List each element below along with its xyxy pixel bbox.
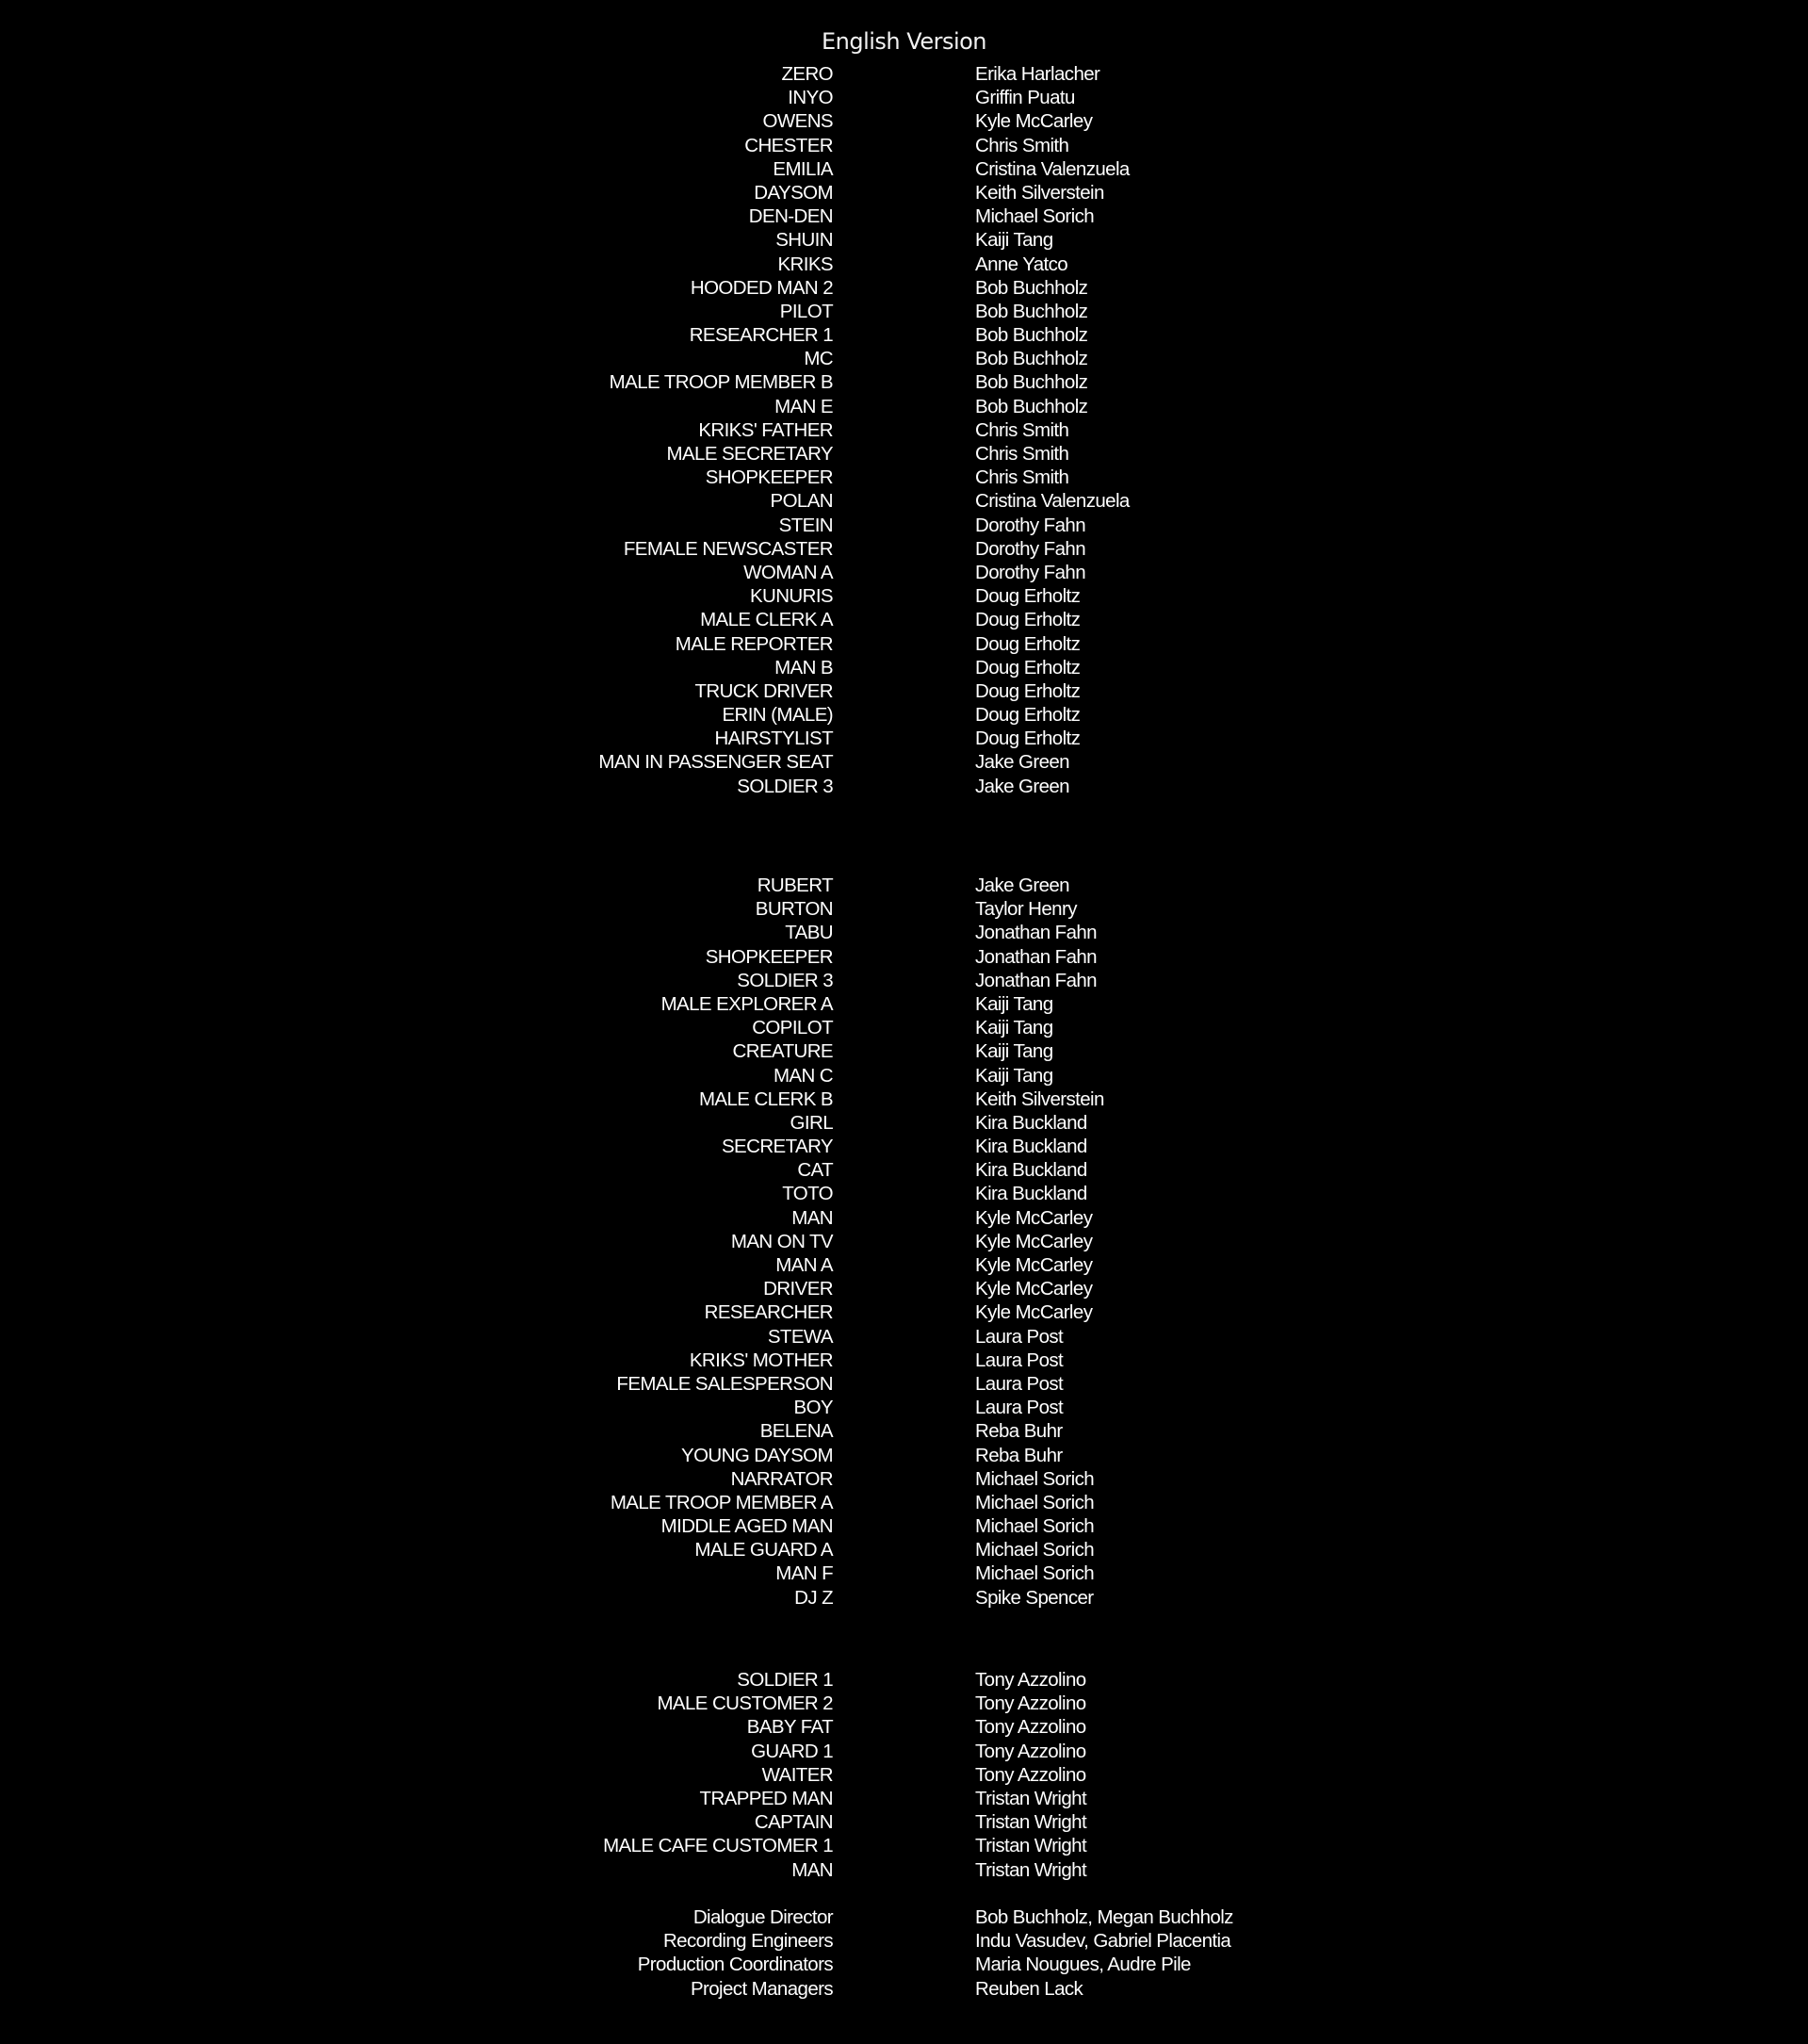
credit-row	[0, 656, 1808, 679]
credit-role: MAN C	[773, 1064, 833, 1087]
credit-row	[0, 1016, 1808, 1039]
credit-name: Cristina Valenzuela	[975, 157, 1130, 180]
credit-role: MALE SECRETARY	[666, 443, 833, 465]
credit-name: Keith Silverstein	[975, 181, 1104, 204]
credit-name: Kaiji Tang	[975, 1064, 1053, 1087]
credit-row	[0, 1586, 1808, 1610]
credit-row	[0, 1763, 1808, 1787]
credit-role: TRUCK DRIVER	[694, 679, 833, 702]
credit-name: Bob Buchholz	[975, 395, 1088, 417]
credit-role: YOUNG DAYSOM	[681, 1444, 833, 1466]
credit-row	[0, 1277, 1808, 1300]
credit-row	[0, 750, 1808, 774]
credit-row	[0, 1372, 1808, 1396]
credit-row	[0, 584, 1808, 608]
credit-row	[0, 945, 1808, 969]
credit-row	[0, 1206, 1808, 1230]
credit-role: WOMAN A	[743, 561, 833, 583]
credit-role: KRIKS	[777, 253, 833, 275]
credit-row	[0, 1064, 1808, 1087]
credit-row	[0, 1325, 1808, 1349]
credit-role: KRIKS' FATHER	[698, 418, 833, 441]
credit-name: Bob Buchholz	[975, 371, 1088, 394]
credit-role: MAN F	[775, 1562, 833, 1585]
credit-role: CAT	[797, 1159, 833, 1182]
credit-name: Tony Azzolino	[975, 1716, 1086, 1739]
credit-row	[0, 1300, 1808, 1324]
credit-row	[0, 86, 1808, 109]
credit-role: RESEARCHER	[704, 1301, 833, 1324]
credit-role: GUARD 1	[751, 1740, 833, 1762]
credit-role: POLAN	[770, 490, 833, 513]
credit-name: Kaiji Tang	[975, 229, 1053, 252]
credit-role: BABY FAT	[746, 1716, 833, 1739]
credit-role: SHOPKEEPER	[705, 466, 833, 489]
credit-name: Dorothy Fahn	[975, 537, 1086, 560]
credit-row	[0, 537, 1808, 561]
credit-name: Taylor Henry	[975, 898, 1077, 921]
credit-name: Kira Buckland	[975, 1183, 1087, 1205]
credit-row	[0, 204, 1808, 228]
credit-row	[0, 1514, 1808, 1538]
credit-name: Tony Azzolino	[975, 1740, 1086, 1762]
credit-role: FEMALE NEWSCASTER	[623, 537, 833, 560]
staff-section	[0, 1905, 1808, 2001]
credit-name: Jake Green	[975, 751, 1069, 774]
credit-name: Erika Harlacher	[975, 63, 1100, 85]
credit-row	[0, 1740, 1808, 1763]
credit-row	[0, 1467, 1808, 1491]
credit-role: DAYSOM	[754, 181, 833, 204]
credit-row	[0, 1182, 1808, 1205]
credit-row	[0, 1953, 1808, 1976]
cast-section-2	[0, 874, 1808, 1610]
credit-row	[0, 1491, 1808, 1514]
credit-role: MAN IN PASSENGER SEAT	[598, 751, 833, 774]
credit-role: SHOPKEEPER	[705, 945, 833, 968]
credit-row	[0, 228, 1808, 252]
credit-role: STEWA	[767, 1325, 833, 1348]
credit-row	[0, 418, 1808, 442]
credit-role: PILOT	[779, 300, 833, 322]
credit-row	[0, 632, 1808, 656]
credit-name: Doug Erholtz	[975, 632, 1081, 655]
credit-role: CHESTER	[744, 134, 833, 156]
credit-name: Chris Smith	[975, 418, 1069, 441]
credit-name: Doug Erholtz	[975, 609, 1081, 631]
credit-name: Chris Smith	[975, 134, 1069, 156]
credit-name: Kyle McCarley	[975, 1206, 1093, 1229]
credit-name: Spike Spencer	[975, 1586, 1094, 1609]
credit-row	[0, 1419, 1808, 1443]
credit-name: Kira Buckland	[975, 1159, 1087, 1182]
credit-name: Tristan Wright	[975, 1787, 1087, 1809]
credit-row	[0, 347, 1808, 370]
credit-role: RESEARCHER 1	[689, 324, 833, 347]
credit-row	[0, 466, 1808, 489]
credit-role: HAIRSTYLIST	[714, 728, 833, 750]
credit-name: Michael Sorich	[975, 1491, 1095, 1513]
credit-row	[0, 969, 1808, 992]
credit-row	[0, 253, 1808, 276]
credit-role: Recording Engineers	[662, 1930, 833, 1953]
credit-role: TRAPPED MAN	[699, 1787, 833, 1809]
credit-name: Laura Post	[975, 1325, 1064, 1348]
credit-name: Kira Buckland	[975, 1111, 1087, 1134]
credit-role: DRIVER	[763, 1278, 833, 1300]
credit-name: Maria Nougues, Audre Pile	[975, 1954, 1191, 1976]
credit-row	[0, 1787, 1808, 1810]
credit-name: Kyle McCarley	[975, 110, 1093, 133]
credit-role: RUBERT	[757, 875, 833, 896]
credit-role: MIDDLE AGED MAN	[660, 1515, 833, 1538]
credit-name: Michael Sorich	[975, 1539, 1095, 1562]
cast-section-1	[0, 62, 1808, 798]
cast-section-3	[0, 1668, 1808, 1882]
credit-role: WAITER	[761, 1763, 833, 1786]
credit-row	[0, 992, 1808, 1016]
credit-name: Jake Green	[975, 775, 1069, 797]
credit-row	[0, 897, 1808, 921]
credit-row	[0, 323, 1808, 347]
credit-row	[0, 157, 1808, 181]
credit-row	[0, 1977, 1808, 2001]
credit-role: SECRETARY	[721, 1136, 833, 1158]
credit-name: Bob Buchholz	[975, 300, 1088, 322]
credit-name: Kyle McCarley	[975, 1254, 1093, 1276]
credit-name: Griffin Puatu	[975, 87, 1075, 109]
credit-role: MALE TROOP MEMBER A	[610, 1491, 833, 1513]
credit-role: DJ Z	[794, 1586, 833, 1609]
credit-name: Reuben Lack	[975, 1977, 1083, 2000]
credit-role: MALE GUARD A	[694, 1539, 833, 1562]
credit-row	[0, 1692, 1808, 1715]
credit-row	[0, 679, 1808, 703]
credit-role: HOODED MAN 2	[690, 276, 833, 299]
credit-row	[0, 921, 1808, 944]
credit-row	[0, 703, 1808, 727]
credit-role: Project Managers	[690, 1977, 833, 2000]
credit-role: FEMALE SALESPERSON	[616, 1372, 833, 1395]
credit-role: INYO	[788, 87, 833, 109]
credit-name: Doug Erholtz	[975, 704, 1081, 727]
credit-name: Cristina Valenzuela	[975, 490, 1130, 513]
credit-name: Kaiji Tang	[975, 992, 1053, 1015]
credit-name: Indu Vasudev, Gabriel Placentia	[975, 1930, 1231, 1953]
credit-row	[0, 727, 1808, 750]
credit-role: Production Coordinators	[637, 1954, 833, 1976]
credit-role: MAN A	[775, 1254, 833, 1276]
credit-role: TABU	[785, 922, 833, 944]
credit-name: Tony Azzolino	[975, 1763, 1086, 1786]
credit-role: SHUIN	[775, 229, 833, 252]
credit-row	[0, 395, 1808, 418]
credit-row	[0, 1668, 1808, 1692]
credit-name: Michael Sorich	[975, 1515, 1095, 1538]
credit-row	[0, 1905, 1808, 1929]
credit-row	[0, 370, 1808, 394]
credit-role: BELENA	[759, 1420, 833, 1443]
credit-row	[0, 1858, 1808, 1882]
credit-name: Kira Buckland	[975, 1136, 1087, 1158]
credit-role: NARRATOR	[730, 1467, 833, 1490]
credit-row	[0, 1039, 1808, 1063]
credit-role: SOLDIER 3	[737, 969, 833, 991]
credit-name: Michael Sorich	[975, 1562, 1095, 1585]
credit-name: Tristan Wright	[975, 1811, 1087, 1834]
credit-name: Kaiji Tang	[975, 1017, 1053, 1039]
credit-name: Kyle McCarley	[975, 1278, 1093, 1300]
credit-role: BOY	[793, 1397, 833, 1419]
credit-row	[0, 1810, 1808, 1834]
credit-row	[0, 1396, 1808, 1419]
credit-row	[0, 1158, 1808, 1182]
credit-row	[0, 1230, 1808, 1253]
credit-name: Laura Post	[975, 1397, 1064, 1419]
credit-role: Dialogue Director	[692, 1906, 833, 1928]
credit-name: Reba Buhr	[975, 1444, 1063, 1466]
credit-name: Anne Yatco	[975, 253, 1068, 275]
credit-role: MALE REPORTER	[675, 632, 833, 655]
credit-name: Kyle McCarley	[975, 1301, 1093, 1324]
credit-row	[0, 561, 1808, 584]
credit-row	[0, 1111, 1808, 1135]
credit-name: Tony Azzolino	[975, 1692, 1086, 1715]
credit-name: Doug Erholtz	[975, 585, 1081, 608]
credit-role: OWENS	[762, 110, 833, 133]
credit-name: Dorothy Fahn	[975, 514, 1086, 536]
credit-row	[0, 514, 1808, 537]
credit-name: Dorothy Fahn	[975, 561, 1086, 583]
credit-row	[0, 489, 1808, 513]
credit-row	[0, 775, 1808, 798]
credit-name: Doug Erholtz	[975, 679, 1081, 702]
credit-role: GIRL	[790, 1111, 833, 1134]
credit-role: MALE CLERK B	[698, 1087, 833, 1110]
credit-name: Chris Smith	[975, 466, 1069, 489]
credit-role: STEIN	[778, 514, 833, 536]
credit-row	[0, 1929, 1808, 1953]
credit-name: Bob Buchholz, Megan Buchholz	[975, 1906, 1233, 1928]
credit-role: DEN-DEN	[748, 205, 833, 228]
credit-name: Jonathan Fahn	[975, 969, 1097, 991]
credit-name: Laura Post	[975, 1349, 1064, 1371]
credit-name: Doug Erholtz	[975, 728, 1081, 750]
credit-name: Chris Smith	[975, 443, 1069, 465]
credit-name: Laura Post	[975, 1372, 1064, 1395]
credit-role: MAN B	[774, 656, 833, 679]
credit-role: MALE TROOP MEMBER B	[609, 371, 833, 394]
credits-title: English Version	[821, 28, 987, 55]
credit-role: MAN ON TV	[730, 1230, 833, 1252]
credit-row	[0, 300, 1808, 323]
credit-row	[0, 134, 1808, 157]
credit-name: Keith Silverstein	[975, 1087, 1104, 1110]
credit-name: Jonathan Fahn	[975, 922, 1097, 944]
credit-row	[0, 276, 1808, 300]
credit-row	[0, 1253, 1808, 1277]
credit-row	[0, 1834, 1808, 1857]
credit-role: MAN	[791, 1206, 833, 1229]
credit-row	[0, 442, 1808, 466]
credit-row	[0, 1135, 1808, 1158]
credit-name: Reba Buhr	[975, 1420, 1063, 1443]
credit-row	[0, 1087, 1808, 1111]
credit-role: MAN E	[774, 395, 833, 417]
credit-name: Bob Buchholz	[975, 276, 1088, 299]
credit-name: Michael Sorich	[975, 205, 1095, 228]
credit-role: SOLDIER 3	[737, 775, 833, 797]
credit-row	[0, 1444, 1808, 1467]
credit-row	[0, 1538, 1808, 1562]
credit-row	[0, 608, 1808, 631]
credit-role: MALE CAFE CUSTOMER 1	[603, 1835, 833, 1857]
credit-role: KRIKS' MOTHER	[689, 1349, 833, 1371]
credit-role: BURTON	[755, 898, 833, 921]
credit-row	[0, 181, 1808, 204]
credit-role: CREATURE	[732, 1040, 833, 1063]
credit-row	[0, 1715, 1808, 1739]
credit-row	[0, 109, 1808, 133]
credit-row	[0, 1562, 1808, 1585]
credit-name: Michael Sorich	[975, 1467, 1095, 1490]
credit-role: MC	[804, 348, 833, 370]
credit-role: COPILOT	[752, 1017, 833, 1039]
credit-role: CAPTAIN	[754, 1811, 833, 1834]
credit-role: MALE EXPLORER A	[660, 992, 833, 1015]
credit-role: EMILIA	[773, 157, 833, 180]
credit-role: ZERO	[781, 63, 833, 85]
credit-role: ERIN (MALE)	[722, 704, 833, 727]
credit-name: Tristan Wright	[975, 1835, 1087, 1857]
credit-role: SOLDIER 1	[737, 1669, 833, 1691]
credit-role: TOTO	[782, 1183, 833, 1205]
credit-role: MAN	[791, 1858, 833, 1881]
credit-name: Bob Buchholz	[975, 324, 1088, 347]
credit-name: Bob Buchholz	[975, 348, 1088, 370]
credit-name: Jake Green	[975, 875, 1069, 896]
credit-name: Tony Azzolino	[975, 1669, 1086, 1691]
credit-role: MALE CLERK A	[700, 609, 833, 631]
credit-name: Tristan Wright	[975, 1858, 1087, 1881]
credit-role: MALE CUSTOMER 2	[657, 1692, 833, 1715]
credit-name: Kyle McCarley	[975, 1230, 1093, 1252]
credit-name: Doug Erholtz	[975, 656, 1081, 679]
credit-row	[0, 874, 1808, 897]
credit-name: Kaiji Tang	[975, 1040, 1053, 1063]
credit-name: Jonathan Fahn	[975, 945, 1097, 968]
credit-row	[0, 62, 1808, 86]
credit-row	[0, 1349, 1808, 1372]
credit-role: KUNURIS	[749, 585, 833, 608]
